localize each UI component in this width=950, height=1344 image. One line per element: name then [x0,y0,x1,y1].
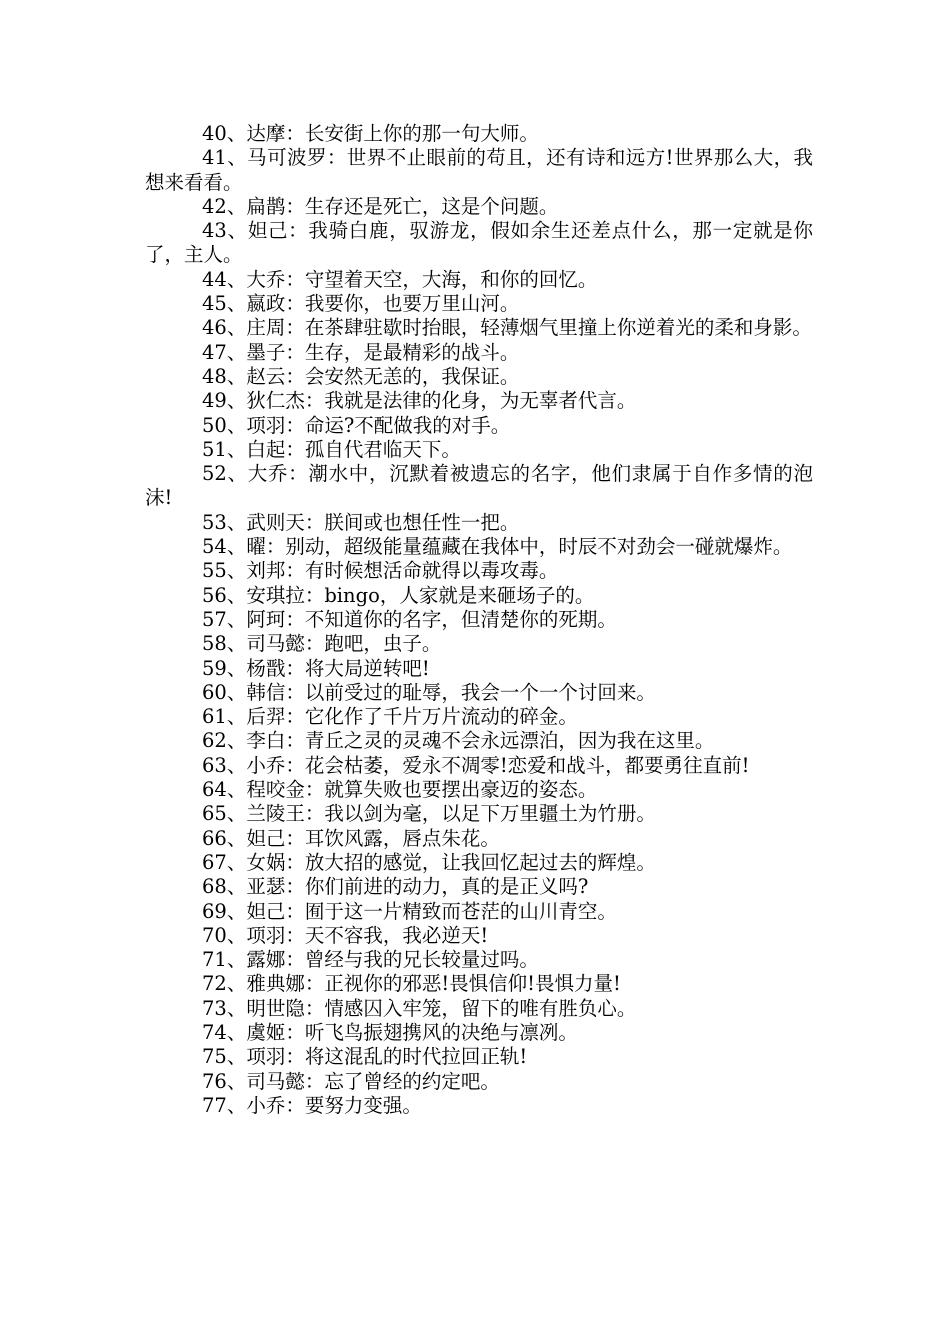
quote-line-57: 57、阿珂：不知道你的名字，但清楚你的死期。 [202,607,617,631]
quote-line-55: 55、刘邦：有时候想活命就得以毒攻毒。 [202,559,559,583]
quote-line-47: 47、墨子：生存，是最精彩的战斗。 [202,340,520,364]
quote-line-68: 68、亚瑟：你们前进的动力，真的是正义吗? [202,875,589,899]
quote-line-63: 63、小乔：花会枯萎，爱永不凋零!恋爱和战斗，都要勇往直前! [202,753,750,777]
quote-line-42: 42、扁鹊：生存还是死亡，这是个问题。 [202,194,559,218]
quote-line-58: 58、司马懿：跑吧，虫子。 [202,632,442,656]
quote-line-59: 59、杨戬：将大局逆转吧! [202,656,430,680]
quote-line-67: 67、女娲：放大招的感觉，让我回忆起过去的辉煌。 [202,850,656,874]
quote-line-54: 54、曜：别动，超级能量蕴藏在我体中，时辰不对劲会一碰就爆炸。 [202,535,793,559]
quote-line-60: 60、韩信：以前受过的耻辱，我会一个一个讨回来。 [202,680,656,704]
quote-line-70: 70、项羽：天不容我，我必逆天! [202,923,489,947]
quote-line-48: 48、赵云：会安然无恙的，我保证。 [202,364,520,388]
quote-line-40: 40、达摩：长安街上你的那一句大师。 [202,122,539,145]
quote-line-77: 77、小乔：要努力变强。 [202,1093,422,1117]
document-body [145,122,813,1118]
quote-line-43: 43、妲己：我骑白鹿，驭游龙，假如余生还差点什么，那一定就是你了，主人。 [145,219,813,267]
quote-line-51: 51、白起：孤自代君临天下。 [202,437,461,461]
quote-line-53: 53、武则天：朕间或也想任性一把。 [202,510,520,534]
quote-line-74: 74、虞姬：听飞鸟振翅携风的决绝与凛冽。 [202,1020,578,1044]
quote-line-46: 46、庄周：在茶肆驻歇时抬眼，轻薄烟气里撞上你逆着光的柔和身影。 [202,316,812,340]
quote-line-49: 49、狄仁杰：我就是法律的化身，为无辜者代言。 [202,389,637,413]
quote-line-62: 62、李白：青丘之灵的灵魂不会永远漂泊，因为我在这里。 [202,729,715,753]
quote-line-45: 45、嬴政：我要你，也要万里山河。 [202,292,520,316]
quote-line-73: 73、明世隐：情感囚入牢笼，留下的唯有胜负心。 [202,996,637,1020]
quote-line-76: 76、司马懿：忘了曾经的约定吧。 [202,1069,500,1093]
quote-line-44: 44、大乔：守望着天空，大海，和你的回忆。 [202,267,598,291]
quote-line-52: 52、大乔：潮水中，沉默着被遗忘的名字，他们隶属于自作多情的泡沫! [145,462,813,510]
quote-line-61: 61、后羿：它化作了千片万片流动的碎金。 [202,705,578,729]
quote-line-50: 50、项羽：命运?不配做我的对手。 [202,413,511,437]
quote-line-65: 65、兰陵王：我以剑为毫，以足下万里疆土为竹册。 [202,802,656,826]
quote-line-64: 64、程咬金：就算失败也要摆出豪迈的姿态。 [202,778,598,802]
quote-line-72: 72、雅典娜：正视你的邪恶!畏惧信仰!畏惧力量! [202,972,621,996]
quote-line-75: 75、项羽：将这混乱的时代拉回正轨! [202,1045,528,1069]
quote-line-41: 41、马可波罗：世界不止眼前的苟且，还有诗和远方!世界那么大，我想来看看。 [145,146,813,194]
quote-line-66: 66、妲己：耳饮风露，唇点朱花。 [202,826,500,850]
quote-line-71: 71、露娜：曾经与我的兄长较量过吗。 [202,948,539,972]
quote-line-56: 56、安琪拉：bingo，人家就是来砸场子的。 [202,583,595,607]
quote-line-69: 69、妲己：囿于这一片精致而苍茫的山川青空。 [202,899,617,923]
